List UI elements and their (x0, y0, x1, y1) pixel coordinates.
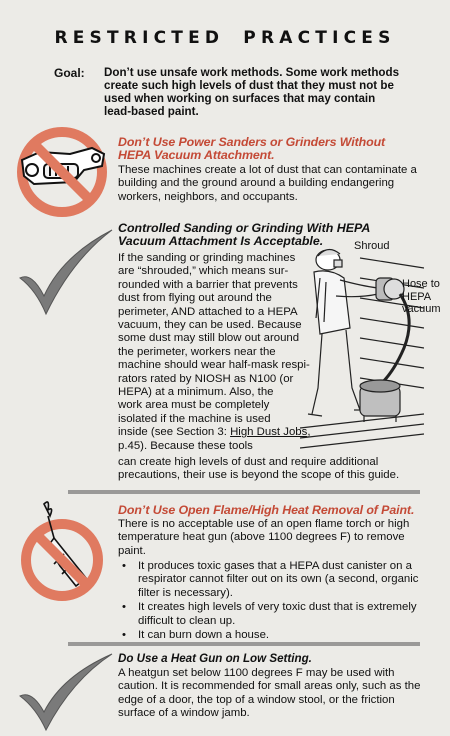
section2-line: HEPA) at a minimum. Also, the (118, 386, 274, 399)
section2-line: rounded with a barrier that prevents (118, 278, 298, 291)
section2-line: vacuum, they can be used. Because (118, 319, 302, 332)
list-item: • It can burn down a house. (118, 629, 428, 642)
section3-body: There is no acceptable use of an open flame torch or high temperature heat gun (above 1100 degrees F) to remove paint. (118, 518, 410, 557)
list-item: • It produces toxic gases that a HEPA dust canister on a respirator cannot filter out on its own (a second, organic filter is necessary). (118, 560, 428, 600)
shroud-label: Shroud (354, 240, 390, 252)
section2-body (118, 252, 318, 453)
section2-line: some dust may still blow out around (118, 332, 300, 345)
section2-line: perimeter, AND attached to a HEPA (118, 305, 298, 318)
worker-illustration (300, 238, 424, 454)
high-dust-jobs-link[interactable]: High Dust Jobs (230, 426, 308, 439)
checkmark-icon (14, 650, 118, 734)
goal-label: Goal: (54, 66, 85, 80)
section-divider (68, 642, 420, 646)
section2-line: work area must be completely (118, 399, 270, 412)
section2-line: machine should wear half-mask respi- (118, 359, 310, 372)
goal-text: Don’t use unsafe work methods. Some work methods create such high levels of dust that they must not be used when working on surfaces that may contain lead-based paint. (104, 66, 400, 118)
section2-line: are “shrouded,” which means sur- (118, 265, 289, 278)
no-torch-icon (14, 498, 114, 608)
section4-heading: Do Use a Heat Gun on Low Setting. (118, 652, 312, 665)
page-title: RESTRICTED PRACTICES (54, 28, 396, 48)
section4-body: A heatgun set below 1100 degrees F may be used with caution. It is recommended for small areas only, such as the edge of a door, the top of a window stool, or the friction surface of a window jamb. (118, 667, 421, 720)
section3-heading: Don’t Use Open Flame/High Heat Removal of Paint. (118, 503, 415, 517)
section-divider (68, 490, 420, 494)
section2-after-link: , p.45). Because these tools (118, 426, 311, 452)
section2-inside-text: inside (see Section 3: (118, 426, 231, 439)
checkmark-icon (14, 226, 118, 318)
section1-heading: Don’t Use Power Sanders or Grinders Without HEPA Vacuum Attachment. (118, 135, 386, 162)
section2-line: If the sanding or grinding machines (118, 252, 296, 264)
section2-line: rators rated by NIOSH as N100 (or (118, 372, 294, 385)
section2-line (118, 426, 318, 453)
section3-bullets (118, 560, 428, 643)
section2-line: the perimeter, workers near the (118, 345, 276, 358)
section2-tail: can create high levels of dust and require additional precautions, their use is beyond the scope of this guide. (118, 456, 400, 482)
list-item: • It creates high levels of very toxic dust that is extremely difficult to clean up. (118, 601, 428, 628)
no-sander-icon (14, 124, 114, 224)
section2-heading: Controlled Sanding or Grinding With HEPA Vacuum Attachment Is Acceptable. (118, 221, 370, 248)
section1-body: These machines create a lot of dust that can contaminate a building and the ground around a building endangering workers, neighbors, and occupants. (118, 164, 417, 203)
section2-line: isolated if the machine is used (118, 412, 271, 425)
section2-line: dust from flying out around the (118, 292, 272, 305)
hose-label: Hose to HEPA vacuum (402, 278, 441, 315)
